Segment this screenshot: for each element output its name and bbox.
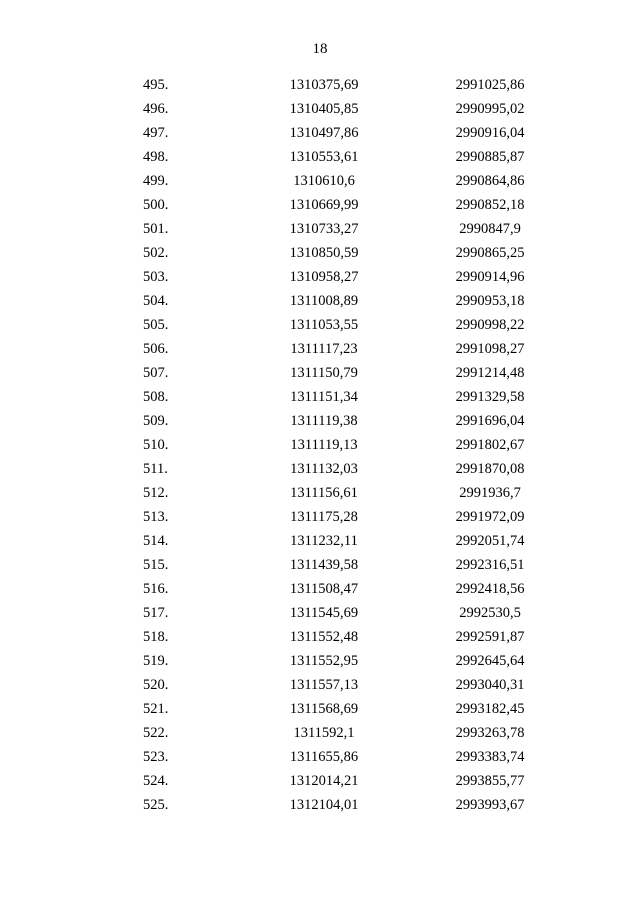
x-coordinate: 1312014,21 — [289, 773, 359, 789]
x-coordinate: 1310733,27 — [289, 221, 359, 237]
x-coordinate: 1311175,28 — [290, 509, 358, 525]
point-number: 506. — [143, 341, 169, 357]
x-coordinate: 1311151,34 — [290, 389, 358, 405]
point-number: 523. — [143, 749, 169, 765]
x-coordinate: 1311508,47 — [289, 581, 359, 597]
table-row — [0, 76, 640, 100]
x-coordinate: 1311545,69 — [289, 605, 359, 621]
table-row — [0, 580, 640, 604]
point-number: 514. — [143, 533, 169, 549]
table-row — [0, 508, 640, 532]
y-coordinate: 2992316,51 — [455, 557, 525, 573]
point-number: 519. — [143, 653, 169, 669]
table-row — [0, 148, 640, 172]
point-number: 501. — [143, 221, 169, 237]
x-coordinate: 1311655,86 — [289, 749, 359, 765]
y-coordinate: 2991870,08 — [455, 461, 525, 477]
y-coordinate: 2990953,18 — [455, 293, 525, 309]
point-number: 500. — [143, 197, 169, 213]
point-number: 522. — [143, 725, 169, 741]
x-coordinate: 1310405,85 — [289, 101, 359, 117]
table-row — [0, 436, 640, 460]
point-number: 518. — [143, 629, 169, 645]
y-coordinate: 2993040,31 — [455, 677, 525, 693]
point-number: 504. — [143, 293, 169, 309]
point-number: 495. — [143, 77, 169, 93]
x-coordinate: 1312104,01 — [289, 797, 359, 813]
table-row — [0, 796, 640, 820]
x-coordinate: 1311552,48 — [289, 629, 359, 645]
y-coordinate: 2993182,45 — [455, 701, 525, 717]
point-number: 524. — [143, 773, 169, 789]
point-number: 516. — [143, 581, 169, 597]
table-row — [0, 388, 640, 412]
point-number: 502. — [143, 245, 169, 261]
point-number: 510. — [143, 437, 169, 453]
table-row — [0, 676, 640, 700]
y-coordinate: 2990995,02 — [455, 101, 525, 117]
y-coordinate: 2991972,09 — [455, 509, 525, 525]
x-coordinate: 1311568,69 — [289, 701, 359, 717]
table-row — [0, 196, 640, 220]
y-coordinate: 2991696,04 — [455, 413, 525, 429]
y-coordinate: 2991098,27 — [455, 341, 525, 357]
table-row — [0, 724, 640, 748]
y-coordinate: 2990865,25 — [455, 245, 525, 261]
y-coordinate: 2992591,87 — [455, 629, 525, 645]
point-number: 498. — [143, 149, 169, 165]
table-row — [0, 772, 640, 796]
point-number: 499. — [143, 173, 169, 189]
y-coordinate: 2991025,86 — [455, 77, 525, 93]
y-coordinate: 2992051,74 — [455, 533, 525, 549]
table-row — [0, 364, 640, 388]
coordinate-table — [0, 76, 640, 820]
table-row — [0, 748, 640, 772]
point-number: 505. — [143, 317, 169, 333]
y-coordinate: 2993993,67 — [455, 797, 525, 813]
point-number: 508. — [143, 389, 169, 405]
point-number: 507. — [143, 365, 169, 381]
x-coordinate: 1311132,03 — [290, 461, 358, 477]
table-row — [0, 532, 640, 556]
x-coordinate: 1311232,11 — [290, 533, 358, 549]
x-coordinate: 1311053,55 — [289, 317, 359, 333]
y-coordinate: 2990916,04 — [455, 125, 525, 141]
table-row — [0, 220, 640, 244]
y-coordinate: 2992645,64 — [455, 653, 525, 669]
point-number: 521. — [143, 701, 169, 717]
x-coordinate: 1311552,95 — [289, 653, 359, 669]
x-coordinate: 1310850,59 — [289, 245, 359, 261]
y-coordinate: 2993383,74 — [455, 749, 525, 765]
point-number: 496. — [143, 101, 169, 117]
table-row — [0, 268, 640, 292]
x-coordinate: 1310553,61 — [289, 149, 359, 165]
point-number: 520. — [143, 677, 169, 693]
y-coordinate: 2993855,77 — [455, 773, 525, 789]
x-coordinate: 1310669,99 — [289, 197, 359, 213]
y-coordinate: 2990914,96 — [455, 269, 525, 285]
x-coordinate: 1311119,13 — [290, 437, 358, 453]
table-row — [0, 124, 640, 148]
point-number: 497. — [143, 125, 169, 141]
table-row — [0, 460, 640, 484]
x-coordinate: 1310958,27 — [289, 269, 359, 285]
y-coordinate: 2990852,18 — [455, 197, 525, 213]
table-row — [0, 700, 640, 724]
x-coordinate: 1311008,89 — [289, 293, 359, 309]
point-number: 517. — [143, 605, 169, 621]
x-coordinate: 1310375,69 — [289, 77, 359, 93]
x-coordinate: 1311592,1 — [293, 725, 355, 741]
point-number: 525. — [143, 797, 169, 813]
table-row — [0, 628, 640, 652]
point-number: 515. — [143, 557, 169, 573]
table-row — [0, 556, 640, 580]
y-coordinate: 2991936,7 — [459, 485, 521, 501]
point-number: 512. — [143, 485, 169, 501]
y-coordinate: 2990998,22 — [455, 317, 525, 333]
table-row — [0, 316, 640, 340]
table-row — [0, 244, 640, 268]
y-coordinate: 2991802,67 — [455, 437, 525, 453]
point-number: 513. — [143, 509, 169, 525]
x-coordinate: 1311119,38 — [290, 413, 358, 429]
y-coordinate: 2993263,78 — [455, 725, 525, 741]
table-row — [0, 100, 640, 124]
table-row — [0, 172, 640, 196]
x-coordinate: 1311557,13 — [289, 677, 359, 693]
table-row — [0, 340, 640, 364]
point-number: 509. — [143, 413, 169, 429]
x-coordinate: 1311439,58 — [289, 557, 359, 573]
y-coordinate: 2990847,9 — [459, 221, 521, 237]
x-coordinate: 1311150,79 — [290, 365, 358, 381]
table-row — [0, 652, 640, 676]
y-coordinate: 2990885,87 — [455, 149, 525, 165]
point-number: 511. — [143, 461, 168, 477]
point-number: 503. — [143, 269, 169, 285]
y-coordinate: 2992418,56 — [455, 581, 525, 597]
page-number: 18 — [312, 41, 328, 57]
y-coordinate: 2990864,86 — [455, 173, 525, 189]
table-row — [0, 292, 640, 316]
x-coordinate: 1310610,6 — [293, 173, 355, 189]
y-coordinate: 2991214,48 — [455, 365, 525, 381]
y-coordinate: 2992530,5 — [459, 605, 521, 621]
table-row — [0, 412, 640, 436]
x-coordinate: 1311117,23 — [290, 341, 358, 357]
y-coordinate: 2991329,58 — [455, 389, 525, 405]
table-row — [0, 484, 640, 508]
table-row — [0, 604, 640, 628]
x-coordinate: 1311156,61 — [290, 485, 358, 501]
x-coordinate: 1310497,86 — [289, 125, 359, 141]
